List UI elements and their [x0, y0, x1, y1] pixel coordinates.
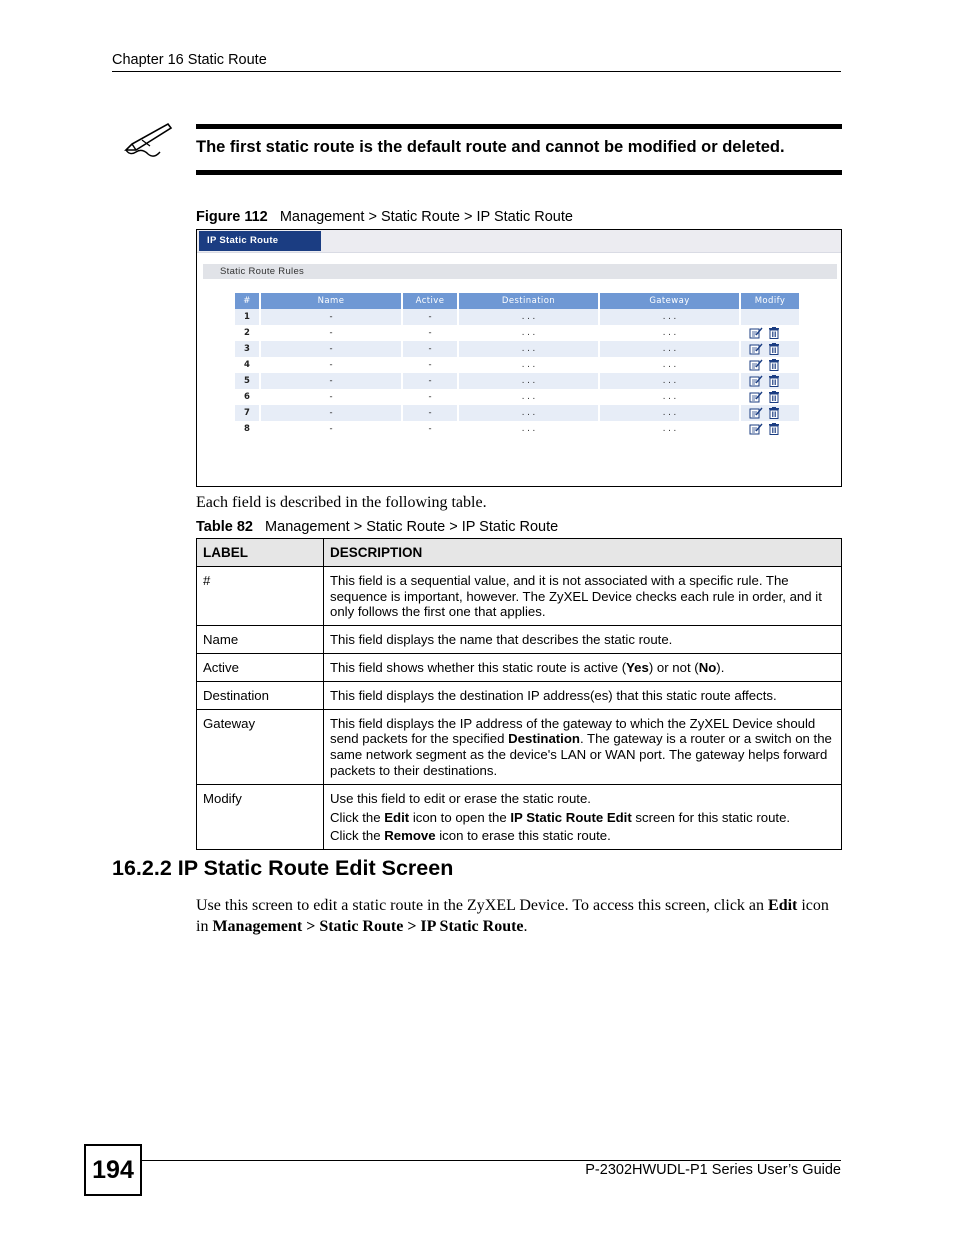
ip-static-route-screenshot — [196, 229, 842, 487]
header-description: DESCRIPTION — [324, 539, 842, 567]
intro-text: Each field is described in the following table. — [196, 494, 487, 511]
rule-gateway: . . . — [600, 309, 739, 325]
trash-icon[interactable] — [767, 423, 781, 435]
field-description-table — [196, 538, 842, 850]
edit-icon[interactable] — [749, 343, 763, 355]
rule-modify — [741, 309, 799, 325]
trash-icon[interactable] — [767, 359, 781, 371]
rule-active: - — [428, 392, 432, 402]
section-paragraph: Use this screen to edit a static route in the ZyXEL Device. To access this screen, click an Edit icon in Management > Static Route > IP Static Route. — [196, 897, 829, 935]
row-description: Use this field to edit or erase the static route. Click the Edit icon to open the IP Static Route Edit screen for this static route. Click the Remove icon to erase this static route. — [324, 784, 842, 849]
rule-modify — [741, 373, 799, 389]
row-label: Name — [197, 626, 324, 654]
static-route-rules-title: Static Route Rules — [203, 264, 837, 279]
rule-active: - — [403, 341, 457, 357]
rule-number: 5 — [235, 373, 259, 389]
rule-modify — [741, 341, 799, 357]
figure-label: Figure 112 — [196, 209, 268, 225]
rule-name: - — [261, 309, 401, 325]
row-label: Active — [197, 653, 324, 681]
trash-icon[interactable] — [767, 375, 781, 387]
rule-destination: . . . — [459, 341, 598, 357]
edit-icon[interactable] — [749, 327, 763, 339]
rule-modify — [741, 357, 799, 373]
table-row — [197, 709, 842, 784]
rule-gateway: . . . — [662, 392, 677, 402]
rule-active: - — [403, 309, 457, 325]
note-bottom-bar — [196, 170, 842, 175]
row-description: This field displays the destination IP address(es) that this static route affects. — [324, 681, 842, 709]
col-name: Name — [261, 293, 401, 309]
row-label: Modify — [197, 784, 324, 849]
footer-rule — [140, 1160, 841, 1161]
rule-active: - — [428, 424, 432, 434]
edit-icon[interactable] — [749, 375, 763, 387]
rule-active: - — [403, 405, 457, 421]
rule-name: - — [329, 392, 333, 402]
table-row — [197, 626, 842, 654]
row-description: This field displays the name that describes the static route. — [324, 626, 842, 654]
table-row — [197, 681, 842, 709]
row-label: Destination — [197, 681, 324, 709]
rule-name: - — [261, 341, 401, 357]
row-description: This field is a sequential value, and it is not associated with a specific rule. The sequence is important, however. The ZyXEL Device checks each rule in order, and it only follows the first one that applies. — [324, 566, 842, 625]
rule-number: 8 — [244, 424, 250, 434]
header-label: LABEL — [197, 539, 324, 567]
rule-number: 4 — [244, 360, 250, 370]
figure-title: Management > Static Route > IP Static Route — [279, 209, 573, 225]
col-destination: Destination — [459, 293, 598, 309]
edit-icon[interactable] — [749, 407, 763, 419]
rule-destination: . . . — [521, 360, 536, 370]
trash-icon[interactable] — [767, 391, 781, 403]
table-row — [235, 309, 799, 325]
rule-modify — [741, 389, 799, 405]
rule-destination: . . . — [521, 424, 536, 434]
rule-name: - — [261, 373, 401, 389]
section-heading: 16.2.2 IP Static Route Edit Screen — [112, 856, 454, 880]
table-row — [235, 405, 799, 421]
rule-number: 2 — [244, 328, 250, 338]
rule-name: - — [329, 360, 333, 370]
table-row — [197, 784, 842, 849]
rule-modify — [741, 421, 799, 437]
rule-name: - — [329, 328, 333, 338]
row-label: # — [197, 566, 324, 625]
rule-gateway: . . . — [662, 360, 677, 370]
note-pencil-icon — [122, 120, 174, 160]
rule-destination: . . . — [521, 392, 536, 402]
note-top-bar — [196, 124, 842, 129]
edit-icon[interactable] — [749, 423, 763, 435]
static-route-rules-table — [233, 293, 801, 437]
rule-destination: . . . — [459, 405, 598, 421]
rule-modify — [741, 325, 799, 341]
table-row — [235, 341, 799, 357]
rule-number: 6 — [244, 392, 250, 402]
rule-active: - — [428, 360, 432, 370]
edit-icon[interactable] — [749, 359, 763, 371]
table-row — [197, 653, 842, 681]
rule-active: - — [428, 328, 432, 338]
col-active: Active — [403, 293, 457, 309]
table-title: Management > Static Route > IP Static Route — [265, 519, 559, 535]
rule-gateway: . . . — [600, 405, 739, 421]
figure-caption — [196, 209, 573, 225]
trash-icon[interactable] — [767, 327, 781, 339]
tab-bar — [197, 230, 841, 253]
row-description: This field displays the IP address of the gateway to which the ZyXEL Device should send packets for the specified Destination. The gateway is a router or a switch on the same network segment as the device's LAN or WAN port. The gateway helps forward packets to their destinations. — [324, 709, 842, 784]
rule-number: 3 — [235, 341, 259, 357]
note-text: The first static route is the default route and cannot be modified or deleted. — [196, 138, 785, 156]
rule-destination: . . . — [459, 309, 598, 325]
row-description: This field shows whether this static route is active (Yes) or not (No). — [324, 653, 842, 681]
table-row — [235, 373, 799, 389]
rule-destination: . . . — [521, 328, 536, 338]
col-modify: Modify — [741, 293, 799, 309]
rule-name: - — [261, 405, 401, 421]
table-row — [235, 389, 799, 405]
table-caption — [196, 519, 558, 535]
rule-number: 7 — [235, 405, 259, 421]
table-row — [197, 566, 842, 625]
col-gateway: Gateway — [600, 293, 739, 309]
tab-ip-static-route[interactable]: IP Static Route — [199, 231, 321, 251]
rule-name: - — [329, 424, 333, 434]
rule-active: - — [403, 373, 457, 389]
edit-icon[interactable] — [749, 391, 763, 403]
table-row — [235, 325, 799, 341]
rule-modify — [741, 405, 799, 421]
rule-gateway: . . . — [600, 373, 739, 389]
trash-icon[interactable] — [767, 407, 781, 419]
rule-destination: . . . — [459, 373, 598, 389]
guide-title: P-2302HWUDL-P1 Series User’s Guide — [585, 1162, 841, 1178]
rule-gateway: . . . — [662, 328, 677, 338]
header-rule — [112, 71, 841, 72]
table-row — [235, 421, 799, 437]
col-number: # — [235, 293, 259, 309]
rule-number: 1 — [235, 309, 259, 325]
table-row — [235, 357, 799, 373]
chapter-header: Chapter 16 Static Route — [112, 52, 267, 68]
page-number: 194 — [84, 1144, 142, 1196]
rule-gateway: . . . — [662, 424, 677, 434]
row-label: Gateway — [197, 709, 324, 784]
rule-gateway: . . . — [600, 341, 739, 357]
table-label: Table 82 — [196, 519, 253, 535]
trash-icon[interactable] — [767, 343, 781, 355]
